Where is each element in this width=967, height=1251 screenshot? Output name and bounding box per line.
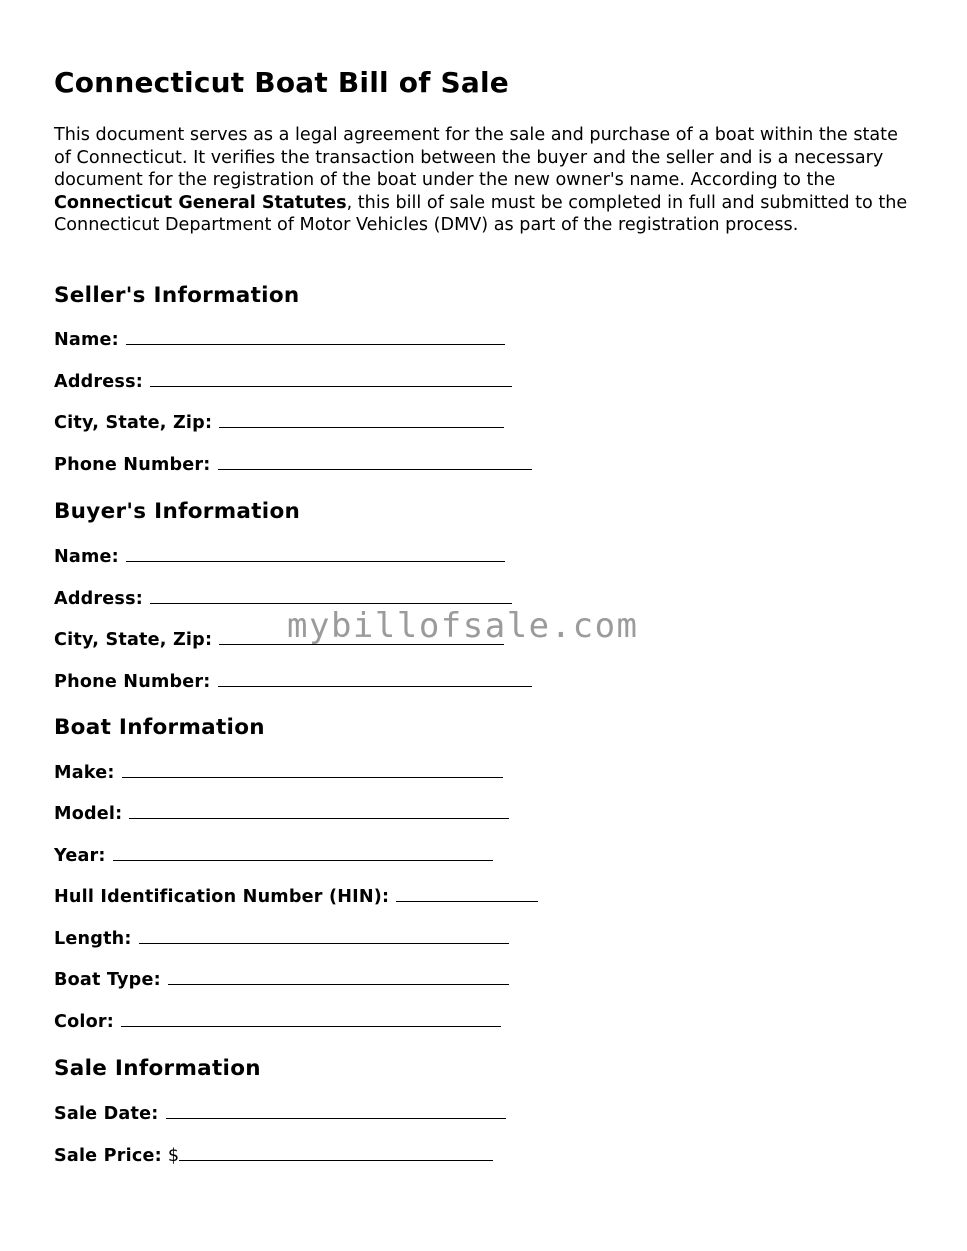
boat-make-field[interactable] xyxy=(54,761,503,785)
sale-date-label: Sale Date: xyxy=(54,1104,159,1124)
intro-text-1: This document serves as a legal agreement for the sale and purchase of a boat within the state of Connecticut. It verifies the transaction between the buyer and the seller and is a necessary document for the registration of the boat under the new owner's name. According to the xyxy=(54,125,898,191)
boat-color-field[interactable] xyxy=(54,1010,501,1034)
buyer-phone-line[interactable] xyxy=(218,670,532,687)
boat-color-line[interactable] xyxy=(121,1010,501,1027)
boat-year-field[interactable] xyxy=(54,844,493,868)
boat-model-line[interactable] xyxy=(129,802,509,819)
intro-paragraph xyxy=(54,124,914,237)
seller-phone-field[interactable] xyxy=(54,453,532,477)
boat-type-line[interactable] xyxy=(168,968,509,985)
seller-name-field[interactable] xyxy=(54,328,505,352)
seller-name-line[interactable] xyxy=(126,328,505,345)
sale-price-field[interactable] xyxy=(54,1144,493,1168)
boat-type-field[interactable] xyxy=(54,968,509,992)
intro-statutes: Connecticut General Statutes xyxy=(54,192,347,213)
boat-hin-label: Hull Identification Number (HIN): xyxy=(54,887,390,907)
buyer-heading: Buyer's Information xyxy=(54,499,301,524)
buyer-city-label: City, State, Zip: xyxy=(54,630,213,650)
seller-city-field[interactable] xyxy=(54,411,504,435)
sale-date-field[interactable] xyxy=(54,1102,506,1126)
seller-phone-line[interactable] xyxy=(218,453,532,470)
buyer-address-line[interactable] xyxy=(150,587,512,604)
buyer-phone-field[interactable] xyxy=(54,670,532,694)
sale-heading: Sale Information xyxy=(54,1056,261,1081)
seller-address-field[interactable] xyxy=(54,370,512,394)
sale-date-line[interactable] xyxy=(166,1102,506,1119)
boat-hin-line[interactable] xyxy=(396,885,538,902)
buyer-name-line[interactable] xyxy=(126,545,505,562)
seller-phone-label: Phone Number: xyxy=(54,455,211,475)
boat-type-label: Boat Type: xyxy=(54,970,161,990)
page-title: Connecticut Boat Bill of Sale xyxy=(54,66,509,99)
boat-heading: Boat Information xyxy=(54,715,265,740)
boat-make-label: Make: xyxy=(54,763,115,783)
seller-city-label: City, State, Zip: xyxy=(54,413,213,433)
buyer-address-label: Address: xyxy=(54,589,143,609)
boat-length-field[interactable] xyxy=(54,927,509,951)
boat-length-line[interactable] xyxy=(139,927,509,944)
buyer-name-label: Name: xyxy=(54,547,119,567)
intro-text-2: , this bill of sale must be completed in full and submitted to the Connecticut Department of Motor Vehicles (DMV) as part of the registration process. xyxy=(54,192,908,236)
boat-year-line[interactable] xyxy=(113,844,493,861)
boat-model-field[interactable] xyxy=(54,802,509,826)
boat-make-line[interactable] xyxy=(122,761,503,778)
boat-year-label: Year: xyxy=(54,846,106,866)
sale-price-currency: $ xyxy=(167,1146,180,1166)
sale-price-label: Sale Price: xyxy=(54,1146,162,1166)
seller-city-line[interactable] xyxy=(219,411,504,428)
sale-price-line[interactable] xyxy=(179,1144,493,1161)
buyer-phone-label: Phone Number: xyxy=(54,672,211,692)
boat-hin-field[interactable] xyxy=(54,885,538,909)
buyer-name-field[interactable] xyxy=(54,545,505,569)
seller-heading: Seller's Information xyxy=(54,283,300,308)
watermark: mybillofsale.com xyxy=(287,606,639,646)
boat-color-label: Color: xyxy=(54,1012,115,1032)
seller-address-label: Address: xyxy=(54,372,143,392)
boat-length-label: Length: xyxy=(54,929,132,949)
seller-address-line[interactable] xyxy=(150,370,512,387)
seller-name-label: Name: xyxy=(54,330,119,350)
boat-model-label: Model: xyxy=(54,804,123,824)
